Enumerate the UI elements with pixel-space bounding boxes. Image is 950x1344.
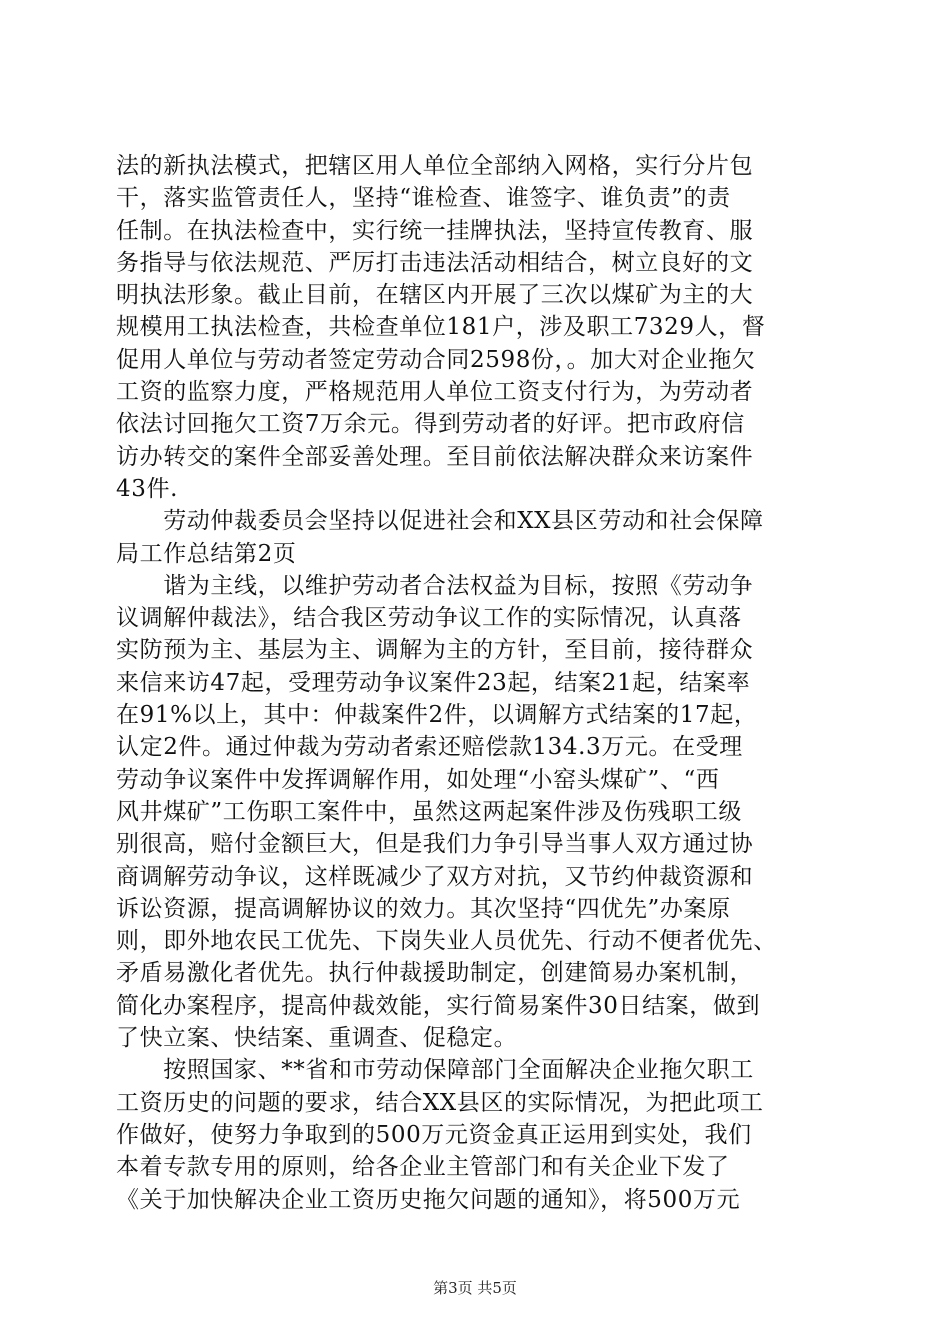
text-line: 议调解仲裁法》，结合我区劳动争议工作的实际情况，认真落 <box>116 605 742 632</box>
text-line: 则，即外地农民工优先、下岗失业人员优先、行动不便者优先、 <box>116 928 777 955</box>
text-line: 认定2件。通过仲裁为劳动者索还赔偿款134.3万元。在受理 <box>116 734 743 761</box>
text-line: 43件. <box>116 475 178 502</box>
text-line: 商调解劳动争议，这样既减少了双方对抗，又节约仲裁资源和 <box>116 863 754 890</box>
text-line: 了快立案、快结案、重调查、促稳定。 <box>116 1025 518 1052</box>
text-line: 依法讨回拖欠工资7万余元。得到劳动者的好评。把市政府信 <box>116 411 745 438</box>
page-number-footer: 第3页 共5页 <box>433 1279 517 1297</box>
text-line: 促用人单位与劳动者签定劳动合同2598份，。加大对企业拖欠 <box>116 346 756 373</box>
text-line: 局工作总结第2页 <box>116 540 297 567</box>
text-line: 工资的监察力度，严格规范用人单位工资支付行为，为劳动者 <box>116 379 754 406</box>
text-line: 简化办案程序，提高仲裁效能，实行简易案件30日结案，做到 <box>116 992 761 1019</box>
text-line: 风井煤矿”工伤职工案件中，虽然这两起案件涉及伤残职工级 <box>116 798 742 825</box>
document-body <box>116 150 836 1216</box>
text-line: 务指导与依法规范、严厉打击违法活动相结合，树立良好的文 <box>116 249 754 276</box>
text-line: 劳动争议案件中发挥调解作用，如处理“小窑头煤矿”、“西 <box>116 766 720 793</box>
text-line: 诉讼资源，提高调解协议的效力。其次坚持“四优先”办案原 <box>116 895 731 922</box>
text-line: 本着专款专用的原则，给各企业主管部门和有关企业下发了 <box>116 1154 730 1181</box>
text-line: 来信来访47起，受理劳动争议案件23起，结案21起，结案率 <box>116 669 751 696</box>
text-line: 作做好，使努力争取到的500万元资金真正运用到实处，我们 <box>116 1121 752 1148</box>
text-line: 劳动仲裁委员会坚持以促进社会和XX县区劳动和社会保障 <box>116 508 764 535</box>
text-line: 法的新执法模式，把辖区用人单位全部纳入网格，实行分片包 <box>116 153 754 179</box>
text-line: 任制。在执法检查中，实行统一挂牌执法，坚持宣传教育、服 <box>116 217 754 244</box>
text-line: 访办转交的案件全部妥善处理。至目前依法解决群众来访案件 <box>116 443 754 470</box>
text-line: 明执法形象。截止目前，在辖区内开展了三次以煤矿为主的大 <box>116 282 754 309</box>
text-line: 在91%以上，其中：仲裁案件2件，以调解方式结案的17起， <box>116 702 758 729</box>
text-line: 规模用工执法检查，共检查单位181户，涉及职工7329人，督 <box>116 314 766 341</box>
text-line: 干，落实监管责任人，坚持“谁检查、谁签字、谁负责”的责 <box>116 185 731 212</box>
text-line: 别很高，赔付金额巨大，但是我们力争引导当事人双方通过协 <box>116 831 754 858</box>
text-line: 《关于加快解决企业工资历史拖欠问题的通知》，将500万元 <box>116 1186 741 1213</box>
text-line: 按照国家、**省和市劳动保障部门全面解决企业拖欠职工 <box>116 1057 754 1084</box>
text-line: 工资历史的问题的要求，结合XX县区的实际情况，为把此项工 <box>116 1089 764 1116</box>
text-line: 谐为主线，以维护劳动者合法权益为目标，按照《劳动争 <box>116 572 754 599</box>
text-line: 矛盾易激化者优先。执行仲裁援助制定，创建简易办案机制， <box>116 960 754 987</box>
text-line: 实防预为主、基层为主、调解为主的方针，至目前，接待群众 <box>116 637 754 664</box>
